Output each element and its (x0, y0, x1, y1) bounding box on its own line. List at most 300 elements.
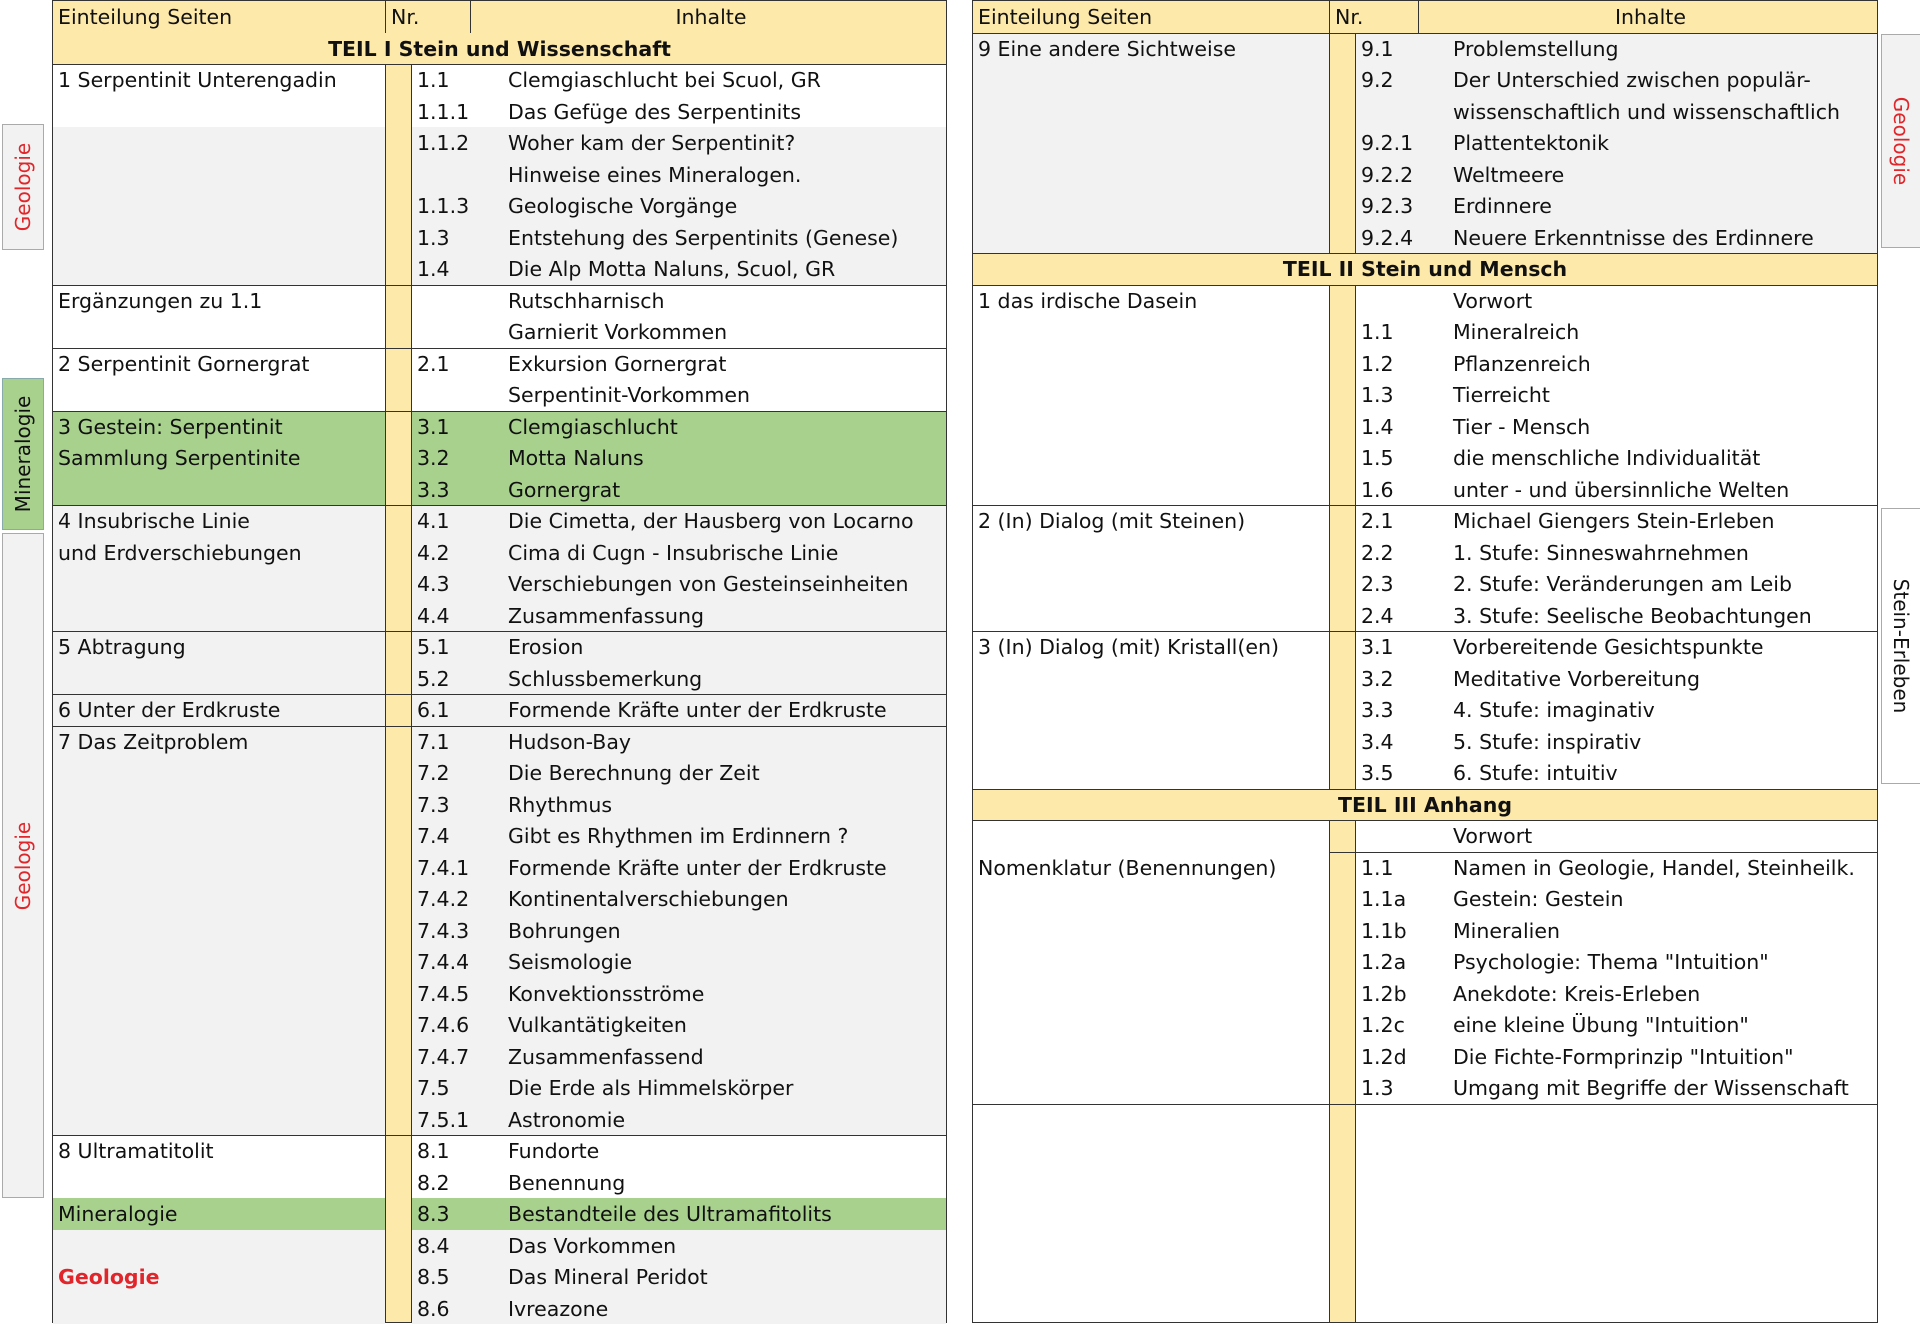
section-label (53, 316, 385, 348)
section-label (53, 1009, 385, 1041)
item-content: Kontinentalverschiebungen (503, 883, 946, 915)
item-content: Zusammenfassung (503, 600, 946, 632)
section-label (53, 978, 385, 1010)
section-label: Mineralogie (53, 1198, 385, 1230)
item-content: Gestein: Gestein (1448, 883, 1877, 915)
item-content: Vorwort (1448, 820, 1877, 852)
section-label (53, 600, 385, 632)
section-label: Geologie (53, 1261, 385, 1293)
item-content: Mineralreich (1448, 316, 1877, 348)
table-row (973, 1009, 1877, 1041)
item-number: 3.4 (1356, 726, 1438, 758)
item-number: 8.2 (412, 1167, 470, 1199)
section-label (53, 883, 385, 915)
section-label (973, 1072, 1329, 1104)
section-label (973, 96, 1329, 128)
item-number: 1.1 (1356, 316, 1438, 348)
section-label: und Erdverschiebungen (53, 537, 385, 569)
item-content: wissenschaftlich und wissenschaftlich (1448, 96, 1877, 128)
item-number: 7.2 (412, 757, 470, 789)
item-content: Vorwort (1448, 285, 1877, 317)
table-row (973, 285, 1877, 317)
section-label: 3 (In) Dialog (mit) Kristall(en) (973, 631, 1329, 663)
item-number (412, 285, 470, 317)
item-content: Pflanzenreich (1448, 348, 1877, 380)
teil-iii-title: TEIL III Anhang (973, 789, 1877, 821)
item-content: 5. Stufe: inspirativ (1448, 726, 1877, 758)
item-content: Der Unterschied zwischen populär- (1448, 64, 1877, 96)
table-row (973, 1072, 1877, 1104)
item-number: 7.4.5 (412, 978, 470, 1010)
teil-i-row (53, 33, 946, 65)
section-label (973, 474, 1329, 506)
item-content: Bohrungen (503, 915, 946, 947)
item-number: 1.2d (1356, 1041, 1438, 1073)
section-label (973, 663, 1329, 695)
item-number: 5.1 (412, 631, 470, 663)
section-label (973, 379, 1329, 411)
item-content: Die Fichte-Formprinzip "Intuition" (1448, 1041, 1877, 1073)
side-label-mineralogie: Mineralogie (2, 378, 44, 530)
section-label: 6 Unter der Erdkruste (53, 694, 385, 726)
table-row (973, 159, 1877, 191)
item-content: Neuere Erkenntnisse des Erdinnere (1448, 222, 1877, 254)
header-inhalte: Inhalte (470, 1, 946, 33)
table-row (53, 537, 946, 569)
item-content: Michael Giengers Stein-Erleben (1448, 505, 1877, 537)
item-content: Konvektionsströme (503, 978, 946, 1010)
table-row (53, 915, 946, 947)
table-row (53, 820, 946, 852)
item-number: 7.4.3 (412, 915, 470, 947)
item-content: Formende Kräfte unter der Erdkruste (503, 694, 946, 726)
teil-i-title: TEIL I Stein und Wissenschaft (53, 33, 946, 65)
item-content: Rhythmus (503, 789, 946, 821)
section-label (53, 379, 385, 411)
section-label (53, 663, 385, 695)
table-row (973, 64, 1877, 96)
item-content: Clemgiaschlucht bei Scuol, GR (503, 64, 946, 96)
divider (973, 789, 1877, 790)
section-label (53, 159, 385, 191)
section-label: 1 das irdische Dasein (973, 285, 1329, 317)
divider (53, 505, 946, 506)
item-number: 9.2.1 (1356, 127, 1438, 159)
item-number: 1.2 (1356, 348, 1438, 380)
header-einteilung: Einteilung Seiten (53, 1, 385, 33)
item-number: 7.4.7 (412, 1041, 470, 1073)
item-content: Cima di Cugn - Insubrische Linie (503, 537, 946, 569)
item-number: 1.6 (1356, 474, 1438, 506)
item-number: 9.2.4 (1356, 222, 1438, 254)
table-row (973, 883, 1877, 915)
table-row (53, 789, 946, 821)
side-label-geologie-bottom: Geologie (2, 533, 44, 1198)
table-row (53, 505, 946, 537)
item-content: Tier - Mensch (1448, 411, 1877, 443)
header-einteilung: Einteilung Seiten (973, 1, 1329, 33)
section-label (973, 316, 1329, 348)
header-nr: Nr. (1329, 1, 1414, 33)
section-label (973, 222, 1329, 254)
divider (53, 631, 946, 632)
item-content: Astronomie (503, 1104, 946, 1136)
item-number: 1.1 (1356, 852, 1438, 884)
item-content: Woher kam der Serpentinit? (503, 127, 946, 159)
teil-iii-row (973, 789, 1877, 821)
item-number: 7.4 (412, 820, 470, 852)
table-row (973, 505, 1877, 537)
item-content: Rutschharnisch (503, 285, 946, 317)
item-content: Psychologie: Thema "Intuition" (1448, 946, 1877, 978)
item-number: 4.3 (412, 568, 470, 600)
item-content: Garnierit Vorkommen (503, 316, 946, 348)
table-row (973, 127, 1877, 159)
table-row (53, 631, 946, 663)
item-content: Schlussbemerkung (503, 663, 946, 695)
item-content: Anekdote: Kreis-Erleben (1448, 978, 1877, 1010)
table-row (53, 1261, 946, 1293)
item-content: Geologische Vorgänge (503, 190, 946, 222)
table-row (973, 726, 1877, 758)
table-row (53, 1167, 946, 1199)
table-row (973, 537, 1877, 569)
item-content: Erosion (503, 631, 946, 663)
section-label: 5 Abtragung (53, 631, 385, 663)
table-row (973, 568, 1877, 600)
item-number: 8.3 (412, 1198, 470, 1230)
table-row (53, 1198, 946, 1230)
section-label (53, 789, 385, 821)
item-content: 2. Stufe: Veränderungen am Leib (1448, 568, 1877, 600)
item-number: 1.1a (1356, 883, 1438, 915)
item-number (1356, 820, 1438, 852)
item-number (412, 379, 470, 411)
table-row (973, 852, 1877, 884)
item-number: 4.2 (412, 537, 470, 569)
table-row (53, 757, 946, 789)
divider (53, 1135, 946, 1136)
table-row (53, 190, 946, 222)
table-row (973, 978, 1877, 1010)
side-label-stein-erleben: Stein-Erleben (1881, 508, 1920, 784)
section-label (973, 568, 1329, 600)
item-number: 1.2c (1356, 1009, 1438, 1041)
section-label (53, 852, 385, 884)
divider (53, 285, 946, 286)
table-row (973, 915, 1877, 947)
item-content: Gibt es Rhythmen im Erdinnern ? (503, 820, 946, 852)
item-content: Das Gefüge des Serpentinits (503, 96, 946, 128)
table-row (53, 1104, 946, 1136)
table-row (53, 568, 946, 600)
header-inhalte: Inhalte (1418, 1, 1877, 33)
item-number: 7.4.2 (412, 883, 470, 915)
divider (973, 505, 1877, 506)
header-nr: Nr. (385, 1, 470, 33)
item-number: 7.5 (412, 1072, 470, 1104)
section-label (973, 1041, 1329, 1073)
section-label (53, 757, 385, 789)
table-row (53, 694, 946, 726)
item-number: 2.1 (412, 348, 470, 380)
table-row (53, 127, 946, 159)
table-row (973, 946, 1877, 978)
item-content: Ivreazone (503, 1293, 946, 1324)
section-label (53, 946, 385, 978)
table-row (53, 1135, 946, 1167)
section-label: 4 Insubrische Linie (53, 505, 385, 537)
table-row (53, 474, 946, 506)
item-number: 3.2 (412, 442, 470, 474)
item-number: 1.5 (1356, 442, 1438, 474)
divider (973, 285, 1877, 286)
table-row (53, 600, 946, 632)
item-content: Problemstellung (1448, 33, 1877, 65)
item-content: Mineralien (1448, 915, 1877, 947)
section-label (973, 127, 1329, 159)
item-number: 7.3 (412, 789, 470, 821)
table-row (53, 442, 946, 474)
divider (470, 1, 471, 33)
item-number: 7.5.1 (412, 1104, 470, 1136)
item-content: 3. Stufe: Seelische Beobachtungen (1448, 600, 1877, 632)
section-label (973, 537, 1329, 569)
item-number: 7.4.4 (412, 946, 470, 978)
item-number: 2.1 (1356, 505, 1438, 537)
section-label (53, 96, 385, 128)
table-row (53, 285, 946, 317)
item-content: Clemgiaschlucht (503, 411, 946, 443)
table-row (973, 348, 1877, 380)
item-content: Benennung (503, 1167, 946, 1199)
item-content: unter - und übersinnliche Welten (1448, 474, 1877, 506)
item-number: 7.4.1 (412, 852, 470, 884)
section-label (973, 411, 1329, 443)
table-row (973, 411, 1877, 443)
table-row (53, 1009, 946, 1041)
item-number: 4.1 (412, 505, 470, 537)
section-label (973, 348, 1329, 380)
item-number: 3.3 (1356, 694, 1438, 726)
item-content: Vorbereitende Gesichtspunkte (1448, 631, 1877, 663)
item-number: 5.2 (412, 663, 470, 695)
item-number: 1.1 (412, 64, 470, 96)
table-row (53, 348, 946, 380)
item-content: Formende Kräfte unter der Erdkruste (503, 852, 946, 884)
table-row (973, 663, 1877, 695)
table-row (53, 411, 946, 443)
item-number: 3.2 (1356, 663, 1438, 695)
section-label (53, 127, 385, 159)
divider (973, 253, 1877, 254)
item-number (412, 159, 470, 191)
section-label (973, 190, 1329, 222)
divider (53, 348, 946, 349)
table-row (973, 631, 1877, 663)
item-number: 7.1 (412, 726, 470, 758)
item-content: Das Vorkommen (503, 1230, 946, 1262)
divider (1329, 852, 1877, 853)
section-label: 9 Eine andere Sichtweise (973, 33, 1329, 65)
section-label (53, 222, 385, 254)
item-number: 8.4 (412, 1230, 470, 1262)
table-row (53, 852, 946, 884)
section-label (973, 978, 1329, 1010)
item-number: 1.1.2 (412, 127, 470, 159)
item-number: 1.3 (412, 222, 470, 254)
table-row (973, 600, 1877, 632)
item-content: 6. Stufe: intuitiv (1448, 757, 1877, 789)
section-label (53, 1293, 385, 1324)
item-number: 1.4 (412, 253, 470, 285)
table-row (973, 379, 1877, 411)
item-number: 3.1 (412, 411, 470, 443)
section-label (973, 915, 1329, 947)
item-number: 8.1 (412, 1135, 470, 1167)
item-number: 9.2.2 (1356, 159, 1438, 191)
item-content: 1. Stufe: Sinneswahrnehmen (1448, 537, 1877, 569)
item-number: 2.3 (1356, 568, 1438, 600)
item-number: 1.2a (1356, 946, 1438, 978)
section-label (53, 1072, 385, 1104)
item-content: 4. Stufe: imaginativ (1448, 694, 1877, 726)
section-label (53, 474, 385, 506)
table-row (973, 316, 1877, 348)
section-label (973, 757, 1329, 789)
item-number: 1.3 (1356, 1072, 1438, 1104)
section-label (973, 883, 1329, 915)
section-label: 2 (In) Dialog (mit Steinen) (973, 505, 1329, 537)
section-label (53, 1104, 385, 1136)
table-row (973, 442, 1877, 474)
divider (973, 1104, 1877, 1105)
item-content: Vulkantätigkeiten (503, 1009, 946, 1041)
item-content: Die Erde als Himmelskörper (503, 1072, 946, 1104)
item-number (412, 316, 470, 348)
item-number: 9.2.3 (1356, 190, 1438, 222)
table-row (53, 883, 946, 915)
table-row (973, 190, 1877, 222)
item-number: 1.1.3 (412, 190, 470, 222)
item-content: Entstehung des Serpentinits (Genese) (503, 222, 946, 254)
item-content: Plattentektonik (1448, 127, 1877, 159)
table-row (973, 222, 1877, 254)
item-content: Die Alp Motta Naluns, Scuol, GR (503, 253, 946, 285)
divider (53, 411, 946, 412)
item-content: Motta Naluns (503, 442, 946, 474)
table-row (53, 946, 946, 978)
section-label (53, 1230, 385, 1262)
item-number: 1.1b (1356, 915, 1438, 947)
item-content: Die Cimetta, der Hausberg von Locarno (503, 505, 946, 537)
item-content: Das Mineral Peridot (503, 1261, 946, 1293)
item-content: Seismologie (503, 946, 946, 978)
item-number: 9.2 (1356, 64, 1438, 96)
item-content: Umgang mit Begriffe der Wissenschaft (1448, 1072, 1877, 1104)
section-label (973, 442, 1329, 474)
item-number: 1.4 (1356, 411, 1438, 443)
section-label: Nomenklatur (Benennungen) (973, 852, 1329, 884)
table-row (973, 820, 1877, 852)
section-label: 3 Gestein: Serpentinit (53, 411, 385, 443)
section-label: 7 Das Zeitproblem (53, 726, 385, 758)
table-row (53, 1041, 946, 1073)
section-label (53, 190, 385, 222)
item-number: 1.1.1 (412, 96, 470, 128)
table-row (53, 64, 946, 96)
item-content: die menschliche Individualität (1448, 442, 1877, 474)
item-content: Fundorte (503, 1135, 946, 1167)
table-row (973, 757, 1877, 789)
teil-ii-title: TEIL II Stein und Mensch (973, 253, 1877, 285)
item-number: 3.3 (412, 474, 470, 506)
section-label (973, 694, 1329, 726)
item-content: Namen in Geologie, Handel, Steinheilk. (1448, 852, 1877, 884)
item-content: Hinweise eines Mineralogen. (503, 159, 946, 191)
table-row (973, 33, 1877, 65)
table-row (53, 253, 946, 285)
right-table-of-contents (972, 0, 1878, 1323)
item-number: 2.2 (1356, 537, 1438, 569)
section-label: Ergänzungen zu 1.1 (53, 285, 385, 317)
section-label: 1 Serpentinit Unterengadin (53, 64, 385, 96)
item-number: 8.6 (412, 1293, 470, 1324)
table-row (53, 159, 946, 191)
item-number: 6.1 (412, 694, 470, 726)
item-number: 3.5 (1356, 757, 1438, 789)
item-content: Verschiebungen von Gesteinseinheiten (503, 568, 946, 600)
item-content: Zusammenfassend (503, 1041, 946, 1073)
table-row (53, 379, 946, 411)
item-content: Weltmeere (1448, 159, 1877, 191)
table-row (53, 663, 946, 695)
item-number: 9.1 (1356, 33, 1438, 65)
side-label-geologie-top: Geologie (2, 124, 44, 250)
table-row (53, 1072, 946, 1104)
item-number: 1.3 (1356, 379, 1438, 411)
table-row (973, 96, 1877, 128)
item-number (1356, 96, 1438, 128)
table-row (973, 474, 1877, 506)
header-row (973, 1, 1877, 33)
left-table-of-contents (52, 0, 947, 1323)
item-content: Tierreicht (1448, 379, 1877, 411)
table-row (973, 694, 1877, 726)
section-label (53, 253, 385, 285)
item-number: 7.4.6 (412, 1009, 470, 1041)
item-number: 1.2b (1356, 978, 1438, 1010)
section-label (973, 820, 1329, 852)
table-row (53, 726, 946, 758)
section-label (973, 726, 1329, 758)
section-label (973, 600, 1329, 632)
teil-ii-row (973, 253, 1877, 285)
side-label-geologie-right: Geologie (1881, 34, 1920, 248)
item-number: 3.1 (1356, 631, 1438, 663)
divider (53, 694, 946, 695)
item-number: 2.4 (1356, 600, 1438, 632)
table-row (53, 222, 946, 254)
item-content: Meditative Vorbereitung (1448, 663, 1877, 695)
section-label (53, 568, 385, 600)
section-label (973, 159, 1329, 191)
section-label: 8 Ultramatitolit (53, 1135, 385, 1167)
header-row (53, 1, 946, 33)
section-label: Sammlung Serpentinite (53, 442, 385, 474)
table-row (53, 1293, 946, 1324)
item-content: eine kleine Übung "Intuition" (1448, 1009, 1877, 1041)
